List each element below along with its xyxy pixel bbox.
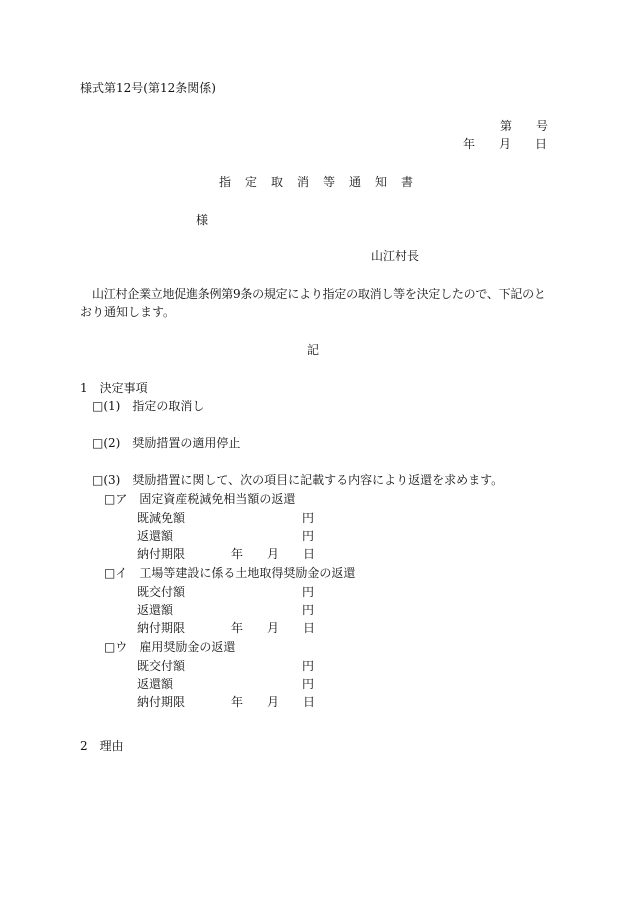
item-b-row2-unit: 円 — [302, 603, 315, 617]
document-date: 年 月 日 — [463, 137, 548, 151]
body-line-1: 山江村企業立地促進条例第9条の規定により指定の取消し等を決定したので、下記のと — [92, 287, 546, 301]
item-b-row1-unit: 円 — [302, 585, 315, 599]
item-b-row3-date: 年 月 日 — [231, 621, 316, 635]
section-1-heading: 1 決定事項 — [80, 381, 148, 395]
item-b-heading: □イ 工場等建設に係る土地取得奨励金の返還 — [104, 566, 356, 580]
option-1: □(1) 指定の取消し — [92, 399, 205, 413]
option-2: □(2) 奨励措置の適用停止 — [92, 436, 241, 450]
item-a-row2-label: 返還額 — [137, 529, 174, 543]
issuer: 山江村長 — [371, 249, 420, 263]
document-title: 指定取消等通知書 — [219, 175, 428, 189]
form-label: 様式第12号(第12条関係) — [80, 81, 216, 95]
section-2-heading: 2 理由 — [80, 739, 124, 753]
item-c-row3-date: 年 月 日 — [231, 695, 316, 709]
item-a-row3-label: 納付期限 — [137, 547, 186, 561]
item-a-row3-date: 年 月 日 — [231, 547, 316, 561]
item-a-row2-unit: 円 — [302, 529, 315, 543]
ki-heading: 記 — [307, 343, 320, 357]
item-a-row1-unit: 円 — [302, 511, 315, 525]
body-line-2: おり通知します。 — [80, 305, 176, 319]
item-c-row1-label: 既交付額 — [137, 659, 186, 673]
item-c-row1-unit: 円 — [302, 659, 315, 673]
item-b-row1-label: 既交付額 — [137, 585, 186, 599]
item-c-heading: □ウ 雇用奨励金の返還 — [104, 640, 236, 654]
item-c-row2-unit: 円 — [302, 677, 315, 691]
item-b-row2-label: 返還額 — [137, 603, 174, 617]
item-a-row1-label: 既減免額 — [137, 511, 186, 525]
document-number: 第 号 — [500, 119, 549, 133]
item-c-row2-label: 返還額 — [137, 677, 174, 691]
item-c-row3-label: 納付期限 — [137, 695, 186, 709]
item-a-heading: □ア 固定資産税減免相当額の返還 — [104, 492, 296, 506]
option-3: □(3) 奨励措置に関して、次の項目に記載する内容により返還を求めます。 — [92, 473, 504, 487]
recipient-suffix: 様 — [196, 213, 209, 227]
item-b-row3-label: 納付期限 — [137, 621, 186, 635]
